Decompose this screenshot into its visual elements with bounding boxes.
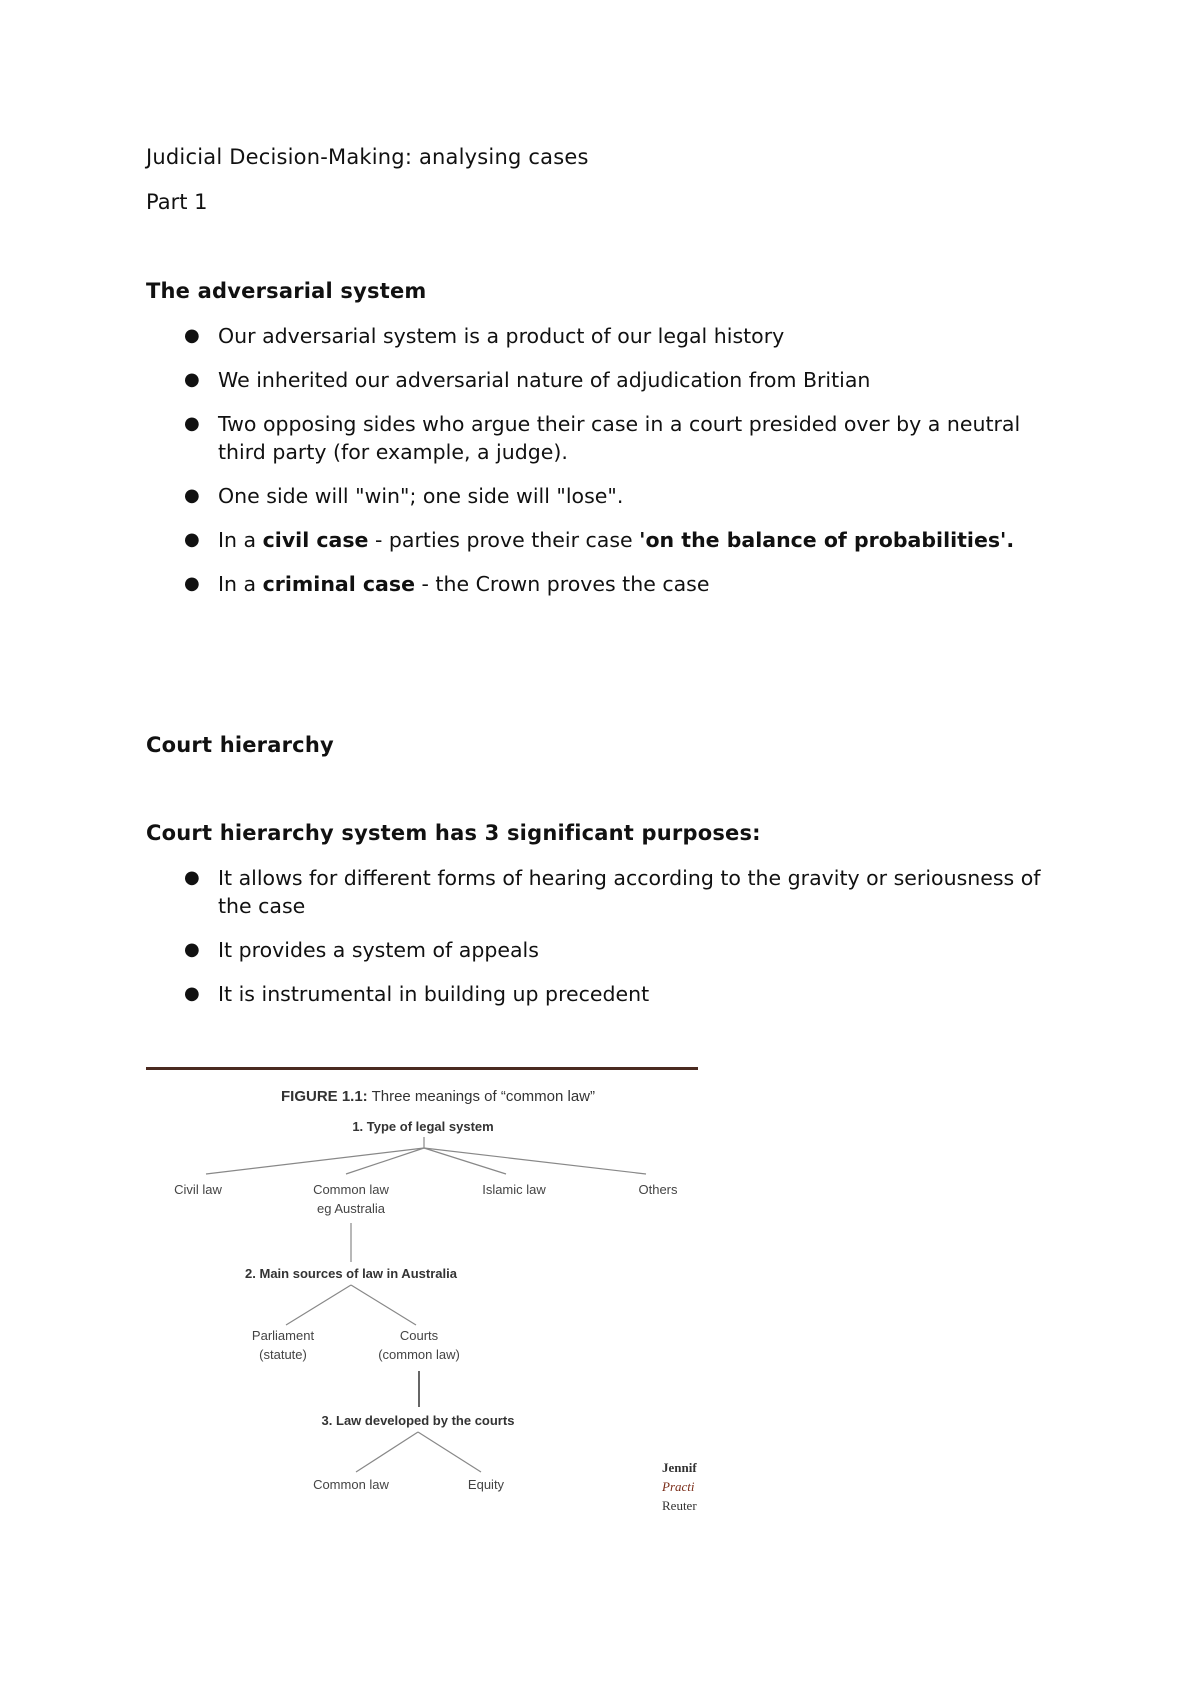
heading-court-hierarchy: Court hierarchy [146,733,334,757]
subheading-court-purposes: Court hierarchy system has 3 significant purposes: [146,821,761,845]
list-item: ● Two opposing sides who argue their case in a court presided over by a neutral third party (for example, a judge). [184,412,1021,464]
bullet-icon: ● [184,867,200,888]
bullet-icon: ● [184,573,200,594]
citation-line-3: Reuter [662,1498,697,1512]
bullet-icon: ● [184,413,200,434]
court-bullet-list [146,864,1046,1024]
figure-title: FIGURE 1.1: Three meanings of “common law” [281,1088,596,1105]
bullet-icon: ● [184,983,200,1004]
system-islamic-law: Islamic law [482,1182,546,1197]
level3-connectors [356,1432,481,1472]
developed-equity: Equity [467,1477,505,1492]
level3-label: 3. Law developed by the courts [321,1413,515,1428]
list-item: ● One side will "win"; one side will "lose". [184,484,624,508]
parliament-label: Parliament [251,1328,315,1343]
bullet-icon: ● [184,325,200,346]
list-item: ● It is instrumental in building up precedent [184,982,650,1006]
adversarial-bullet-list [146,322,1046,614]
developed-common-law: Common law [313,1477,389,1492]
parliament-sub: (statute) [259,1347,307,1362]
citation-line-2: Practi [662,1479,695,1494]
level2-connectors [286,1285,416,1325]
level1-connectors [206,1137,646,1174]
list-item: ● We inherited our adversarial nature of adjudication from Britian [184,368,871,392]
list-item: ● In a civil case - parties prove their case 'on the balance of probabilities'. [184,528,1015,552]
level1-label: 1. Type of legal system [352,1119,494,1134]
bullet-icon: ● [184,939,200,960]
figure-common-law [146,1067,698,1512]
citation-line-1: Jennif [662,1460,697,1475]
bullet-icon: ● [184,529,200,550]
part-label: Part 1 [146,190,208,214]
system-common-law: Common law [313,1182,389,1197]
figure-tree-diagram [146,1067,698,1512]
bold-term: 'on the balance of probabilities'. [639,528,1015,552]
bold-term: criminal case [262,572,415,596]
list-item: ● Our adversarial system is a product of our legal history [184,324,785,348]
bold-term: civil case [262,528,369,552]
document-title: Judicial Decision-Making: analysing cases [146,145,589,169]
bullet-icon: ● [184,369,200,390]
system-civil-law: Civil law [174,1182,222,1197]
list-item: ● It allows for different forms of hearing according to the gravity or seriousness of the case [184,866,1041,918]
list-item: ● It provides a system of appeals [184,938,539,962]
level2-label: 2. Main sources of law in Australia [245,1266,457,1281]
bullet-icon: ● [184,485,200,506]
common-law-example: eg Australia [317,1201,385,1216]
courts-label: Courts [399,1328,439,1343]
courts-sub: (common law) [378,1347,460,1362]
list-item: ● In a criminal case - the Crown proves the case [184,572,710,596]
heading-adversarial-system: The adversarial system [146,279,427,303]
system-others: Others [638,1182,678,1197]
